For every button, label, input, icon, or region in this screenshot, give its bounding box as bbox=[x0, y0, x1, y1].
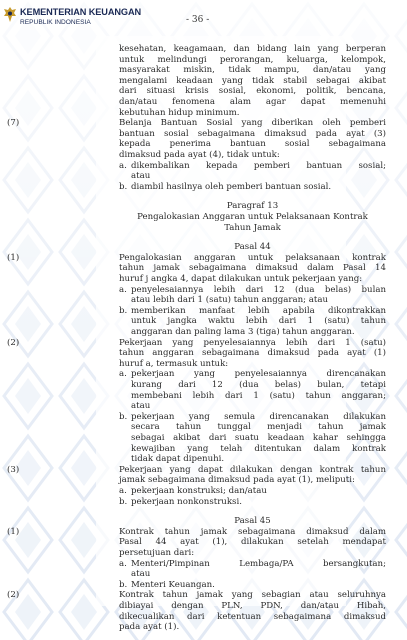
text-line: dikembalikan kepada pemberi bantuan sosial; bbox=[131, 160, 386, 171]
text-line: diambil hasilnya oleh pemberi bantuan sosial. bbox=[131, 181, 332, 192]
text-line: untuk melindungi perorangan, keluarga, kelompok, bbox=[119, 54, 386, 65]
text-line: Pekerjaan yang penyelesaiannya lebih dari 1 (satu) bbox=[119, 337, 386, 348]
text-line: Pasal 44 ayat (1), dilakukan setelah mendapat bbox=[119, 537, 386, 548]
text-line: dimaksud pada ayat (4), tidak untuk: bbox=[119, 150, 280, 160]
text-line: masyarakat miskin, tidak mampu, dan/atau yang bbox=[119, 65, 386, 76]
item-number: (2) bbox=[7, 337, 20, 348]
text-line: pekerjaan yang semula direncanakan dilakukan bbox=[131, 411, 386, 422]
sub-item-label: b. bbox=[119, 411, 128, 422]
text-line: persetujuan dari: bbox=[119, 548, 195, 559]
text-line: anggaran dan paling lama 3 (tiga) tahun anggaran. bbox=[131, 327, 355, 338]
text-line: penyelesaiannya lebih dari 12 (dua belas) bulan bbox=[131, 284, 386, 295]
section-subtitle: Tahun Jamak bbox=[224, 222, 281, 233]
article-heading: Pasal 44 bbox=[234, 242, 271, 253]
text-line: jamak sebagaimana dimaksud pada ayat (1), meliputi: bbox=[119, 475, 355, 486]
text-line: untuk jangka waktu lebih dari 1 (satu) tahun bbox=[131, 316, 386, 327]
article-heading: Pasal 45 bbox=[234, 516, 271, 527]
text-line: secara tahun tunggal menjadi tahun jamak bbox=[131, 422, 386, 433]
text-line: memberikan manfaat lebih apabila dikontrakkan bbox=[131, 305, 386, 316]
text-line: Menteri/Pimpinan Lembaga/PA bersangkutan; bbox=[131, 558, 386, 569]
text-line: atau bbox=[131, 569, 151, 580]
text-line: Belanja Bantuan Sosial yang diberikan oleh pemberi bbox=[119, 118, 386, 129]
page-header bbox=[0, 0, 407, 46]
item-number: (1) bbox=[7, 526, 20, 537]
text-line: Kontrak tahun jamak sebagaimana dimaksud dalam bbox=[119, 526, 386, 537]
sub-item-label: a. bbox=[119, 486, 127, 497]
text-line: dibiayai dengan PLN, PDN, dan/atau Hibah, bbox=[119, 601, 386, 612]
text-line: kewajiban yang telah ditentukan dalam kontrak bbox=[131, 443, 386, 454]
sub-item-label: a. bbox=[119, 160, 127, 171]
ministry-name: KEMENTERIAN KEUANGAN bbox=[20, 7, 142, 17]
sub-item-label: a. bbox=[119, 369, 127, 380]
text-line: membebani lebih dari 1 (satu) tahun anggaran; bbox=[131, 390, 386, 401]
text-line: kurang dari 12 (dua belas) bulan, tetapi bbox=[131, 380, 386, 391]
text-line: pada ayat (1). bbox=[119, 622, 180, 633]
text-line: dan/atau fenomena alam agar dapat memenuhi bbox=[119, 97, 386, 107]
text-line: Menteri Keuangan. bbox=[131, 579, 215, 590]
sub-item-label: b. bbox=[119, 579, 128, 590]
text-line: tidak dapat dipenuhi. bbox=[131, 454, 225, 465]
section-subtitle: Pengalokasian Anggaran untuk Pelaksanaan Kontrak bbox=[137, 212, 368, 222]
text-line: atau bbox=[131, 401, 151, 412]
text-line: atau lebih dari 1 (satu) tahun anggaran; atau bbox=[131, 295, 329, 306]
text-line: sebagai akibat dari suatu keadaan kahar sehingga bbox=[131, 433, 386, 444]
text-line: pekerjaan nonkonstruksi. bbox=[131, 496, 242, 507]
text-line: atau bbox=[131, 171, 151, 182]
text-line: mengalami keadaan yang tidak stabil sebagai akibat bbox=[119, 75, 386, 86]
item-number: (1) bbox=[7, 252, 20, 263]
text-line: kepada penerima bantuan sosial sebagaimana bbox=[119, 139, 386, 150]
text-line: tahun jamak sebagaimana dimaksud dalam Pasal 14 bbox=[119, 263, 386, 274]
text-line: dikecualikan dari ketentuan sebagaimana dimaksud bbox=[119, 611, 386, 622]
sub-item-label: a. bbox=[119, 558, 127, 569]
text-line: kesehatan, keagamaan, dan bidang lain yang berperan bbox=[119, 44, 386, 54]
text-line: Pekerjaan yang dapat dilakukan dengan kontrak tahun bbox=[119, 464, 386, 475]
item-number: (7) bbox=[7, 118, 20, 129]
text-line: huruf j angka 4, dapat dilakukan untuk pekerjaan yang: bbox=[119, 274, 363, 285]
sub-item-label: b. bbox=[119, 496, 128, 507]
text-line: huruf a, termasuk untuk: bbox=[119, 358, 229, 369]
text-line: pekerjaan konstruksi; dan/atau bbox=[131, 486, 267, 497]
sub-item-label: b. bbox=[119, 181, 128, 192]
republic-name: REPUBLIK INDONESIA bbox=[20, 19, 91, 26]
garuda-emblem-icon bbox=[3, 6, 17, 23]
text-line: kebutuhan hidup minimum. bbox=[119, 107, 240, 118]
item-number: (3) bbox=[7, 464, 20, 475]
text-line: pekerjaan yang penyelesaiannya direncanakan bbox=[131, 369, 386, 380]
text-line: bantuan sosial sebagaimana dimaksud pada ayat (3) bbox=[119, 128, 386, 139]
text-line: Pengalokasian anggaran untuk pelaksanaan kontrak bbox=[119, 252, 386, 263]
text-line: tahun anggaran sebagaimana dimaksud pada ayat (1) bbox=[119, 348, 386, 359]
sub-item-label: b. bbox=[119, 305, 128, 316]
text-line: Kontrak tahun jamak yang sebagian atau seluruhnya bbox=[119, 590, 386, 601]
section-heading: Paragraf 13 bbox=[226, 201, 279, 212]
sub-item-label: a. bbox=[119, 284, 127, 295]
page-number: - 36 - bbox=[186, 15, 210, 25]
item-number: (2) bbox=[7, 590, 20, 601]
text-line: dari situasi krisis sosial, ekonomi, politik, bencana, bbox=[119, 86, 386, 97]
